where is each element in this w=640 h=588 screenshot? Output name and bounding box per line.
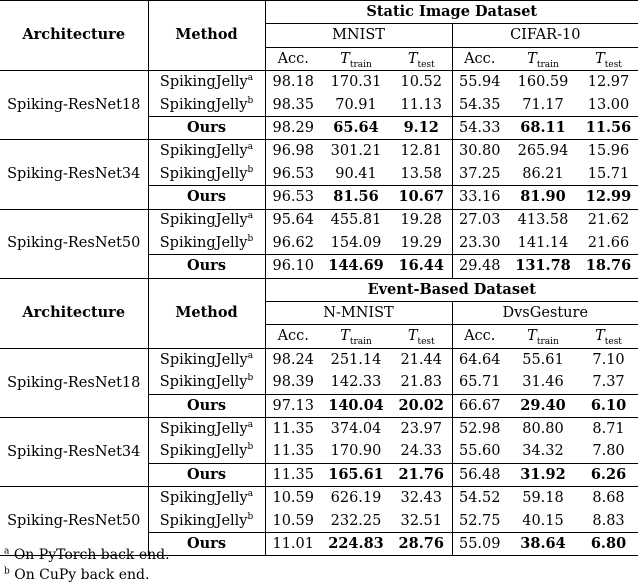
value-cell: 33.16 xyxy=(452,186,507,209)
value-cell: 31.92 xyxy=(507,463,579,486)
method-name: SpikingJelly$^b$ xyxy=(148,510,265,533)
value-cell: 224.83 xyxy=(321,532,391,555)
value-cell: 24.33 xyxy=(391,440,452,463)
dataset-name: CIFAR-10 xyxy=(452,24,638,47)
value-cell: 6.10 xyxy=(579,394,638,417)
value-cell: 95.64 xyxy=(265,209,321,232)
footnotes xyxy=(4,545,170,585)
value-cell: 20.02 xyxy=(391,394,452,417)
value-cell: 11.35 xyxy=(265,463,321,486)
value-cell: 12.81 xyxy=(391,140,452,163)
dataset-name: N-MNIST xyxy=(265,302,452,325)
value-cell: 265.94 xyxy=(507,140,579,163)
value-cell: 65.71 xyxy=(458,374,501,391)
dataset-group-title: Event-Based Dataset xyxy=(265,278,638,301)
value-cell: 7.10 xyxy=(579,348,638,371)
value-cell: 96.53 xyxy=(265,186,321,209)
value-cell: 98.29 xyxy=(265,116,321,139)
value-cell: 16.44 xyxy=(391,255,452,278)
metric-header-acc: Acc. xyxy=(464,328,496,345)
value-cell: 144.69 xyxy=(321,255,391,278)
value-cell: 81.56 xyxy=(321,186,391,209)
value-cell: 98.24 xyxy=(265,348,321,371)
value-cell: 9.12 xyxy=(391,116,452,139)
value-cell: 96.53 xyxy=(272,165,314,182)
method-name: Ours xyxy=(148,463,265,486)
value-cell: 59.18 xyxy=(507,487,579,510)
value-cell: 251.14 xyxy=(321,348,391,371)
metric-header-acc: Acc. xyxy=(464,50,496,67)
method-name: SpikingJelly$^a$ xyxy=(148,71,265,94)
value-cell: 19.28 xyxy=(391,209,452,232)
value-cell: 6.80 xyxy=(579,532,638,555)
value-cell: 21.83 xyxy=(391,371,452,394)
value-cell: 64.64 xyxy=(452,348,507,371)
static-section xyxy=(0,1,638,279)
value-cell: 96.98 xyxy=(265,140,321,163)
metric-header-test: $T_{test}$ xyxy=(595,328,622,348)
value-cell: 170.90 xyxy=(330,443,382,460)
architecture-name: Spiking-ResNet18 xyxy=(0,348,148,417)
architecture-name: Spiking-ResNet50 xyxy=(0,487,148,556)
value-cell: 10.59 xyxy=(272,512,314,529)
dataset-group-title: Static Image Dataset xyxy=(265,1,638,24)
header-row xyxy=(0,1,638,24)
value-cell: 141.14 xyxy=(517,234,569,251)
event-section xyxy=(0,278,638,556)
method-name: Ours xyxy=(148,116,265,139)
value-cell: 40.15 xyxy=(522,512,564,529)
value-cell: 66.67 xyxy=(452,394,507,417)
value-cell: 11.01 xyxy=(265,532,321,555)
value-cell: 11.35 xyxy=(272,443,314,460)
value-cell: 21.66 xyxy=(587,234,630,251)
value-cell: 15.71 xyxy=(587,165,630,182)
method-name: SpikingJelly$^b$ xyxy=(148,232,265,255)
method-name: Ours xyxy=(148,532,265,555)
value-cell: 37.25 xyxy=(458,165,501,182)
value-cell: 8.68 xyxy=(579,487,638,510)
metric-header-acc: Acc. xyxy=(277,328,309,345)
dataset-name: MNIST xyxy=(265,24,452,47)
metric-header-test: $T_{test}$ xyxy=(391,325,452,348)
table-row xyxy=(0,140,638,163)
table-row xyxy=(0,348,638,371)
value-cell: 71.17 xyxy=(522,96,564,113)
value-cell: 55.94 xyxy=(452,71,507,94)
table-row xyxy=(0,487,638,510)
method-name: Ours xyxy=(148,186,265,209)
value-cell: 52.75 xyxy=(458,512,501,529)
value-cell: 38.64 xyxy=(507,532,579,555)
table-row xyxy=(0,418,638,441)
metric-header-train: $T_{train}$ xyxy=(527,50,559,70)
method-name: SpikingJelly$^b$ xyxy=(148,94,265,117)
architecture-name: Spiking-ResNet50 xyxy=(0,209,148,278)
value-cell: 12.97 xyxy=(579,71,638,94)
value-cell: 11.13 xyxy=(391,94,452,117)
value-cell: 23.97 xyxy=(391,418,452,441)
metric-header-acc: Acc. xyxy=(277,50,309,67)
method-header: Method xyxy=(148,278,265,348)
value-cell: 6.26 xyxy=(579,463,638,486)
value-cell: 55.09 xyxy=(452,532,507,555)
value-cell: 97.13 xyxy=(265,394,321,417)
metric-header-train: $T_{train}$ xyxy=(340,50,372,70)
value-cell: 21.62 xyxy=(579,209,638,232)
value-cell: 374.04 xyxy=(321,418,391,441)
value-cell: 170.31 xyxy=(321,71,391,94)
metric-header-test: $T_{test}$ xyxy=(595,50,622,70)
method-name: SpikingJelly$^b$ xyxy=(148,440,265,463)
value-cell: 165.61 xyxy=(321,463,391,486)
value-cell: 68.11 xyxy=(507,116,579,139)
value-cell: 160.59 xyxy=(507,71,579,94)
value-cell: 11.56 xyxy=(579,116,638,139)
method-name: Ours xyxy=(148,394,265,417)
value-cell: 30.80 xyxy=(452,140,507,163)
value-cell: 13.00 xyxy=(587,96,630,113)
value-cell: 98.18 xyxy=(265,71,321,94)
method-name: SpikingJelly$^b$ xyxy=(148,163,265,186)
value-cell: 154.09 xyxy=(330,234,382,251)
value-cell: 98.35 xyxy=(272,96,314,113)
metric-header-train: $T_{train}$ xyxy=(340,328,372,348)
value-cell: 28.76 xyxy=(391,532,452,555)
value-cell: 55.60 xyxy=(458,443,501,460)
value-cell: 54.35 xyxy=(458,96,501,113)
architecture-name: Spiking-ResNet18 xyxy=(0,71,148,140)
value-cell: 455.81 xyxy=(321,209,391,232)
value-cell: 27.03 xyxy=(452,209,507,232)
value-cell: 86.21 xyxy=(522,165,564,182)
value-cell: 90.41 xyxy=(335,165,377,182)
table-row xyxy=(0,71,638,94)
value-cell: 29.40 xyxy=(507,394,579,417)
value-cell: 10.67 xyxy=(391,186,452,209)
architecture-header: Architecture xyxy=(0,1,148,71)
method-name: Ours xyxy=(148,255,265,278)
architecture-name: Spiking-ResNet34 xyxy=(0,418,148,487)
value-cell: 32.43 xyxy=(391,487,452,510)
value-cell: 21.44 xyxy=(391,348,452,371)
value-cell: 96.62 xyxy=(272,234,314,251)
value-cell: 8.71 xyxy=(579,418,638,441)
value-cell: 10.59 xyxy=(265,487,321,510)
value-cell: 98.39 xyxy=(272,374,314,391)
method-header: Method xyxy=(148,1,265,71)
value-cell: 23.30 xyxy=(458,234,501,251)
table-row xyxy=(0,209,638,232)
footnote-b: $^b$ On CuPy back end. xyxy=(4,566,150,583)
value-cell: 52.98 xyxy=(452,418,507,441)
value-cell: 413.58 xyxy=(507,209,579,232)
dataset-name: DvsGesture xyxy=(452,302,638,325)
method-name: SpikingJelly$^a$ xyxy=(148,418,265,441)
value-cell: 32.51 xyxy=(391,510,452,533)
value-cell: 10.52 xyxy=(391,71,452,94)
method-name: SpikingJelly$^a$ xyxy=(148,487,265,510)
value-cell: 19.29 xyxy=(391,232,452,255)
value-cell: 12.99 xyxy=(579,186,638,209)
metric-header-train: $T_{train}$ xyxy=(527,328,559,348)
metric-header-test: $T_{test}$ xyxy=(391,47,452,70)
value-cell: 54.33 xyxy=(452,116,507,139)
value-cell: 140.04 xyxy=(321,394,391,417)
value-cell: 65.64 xyxy=(321,116,391,139)
value-cell: 7.37 xyxy=(592,374,625,391)
footnote-a: $^a$ On PyTorch back end. xyxy=(4,546,170,563)
value-cell: 54.52 xyxy=(452,487,507,510)
value-cell: 70.91 xyxy=(335,96,377,113)
method-name: SpikingJelly$^a$ xyxy=(148,348,265,371)
value-cell: 96.10 xyxy=(265,255,321,278)
value-cell: 7.80 xyxy=(592,443,625,460)
value-cell: 131.78 xyxy=(507,255,579,278)
value-cell: 13.58 xyxy=(391,163,452,186)
value-cell: 18.76 xyxy=(579,255,638,278)
header-row xyxy=(0,278,638,301)
value-cell: 55.61 xyxy=(507,348,579,371)
architecture-name: Spiking-ResNet34 xyxy=(0,140,148,209)
method-name: SpikingJelly$^b$ xyxy=(148,371,265,394)
method-name: SpikingJelly$^a$ xyxy=(148,209,265,232)
value-cell: 142.33 xyxy=(330,374,382,391)
value-cell: 29.48 xyxy=(452,255,507,278)
value-cell: 15.96 xyxy=(579,140,638,163)
value-cell: 80.80 xyxy=(507,418,579,441)
value-cell: 34.32 xyxy=(522,443,564,460)
value-cell: 626.19 xyxy=(321,487,391,510)
method-name: SpikingJelly$^a$ xyxy=(148,140,265,163)
value-cell: 232.25 xyxy=(330,512,382,529)
architecture-header: Architecture xyxy=(0,278,148,348)
value-cell: 11.35 xyxy=(265,418,321,441)
value-cell: 81.90 xyxy=(507,186,579,209)
value-cell: 8.83 xyxy=(592,512,625,529)
value-cell: 56.48 xyxy=(452,463,507,486)
value-cell: 21.76 xyxy=(391,463,452,486)
value-cell: 31.46 xyxy=(522,374,564,391)
value-cell: 301.21 xyxy=(321,140,391,163)
